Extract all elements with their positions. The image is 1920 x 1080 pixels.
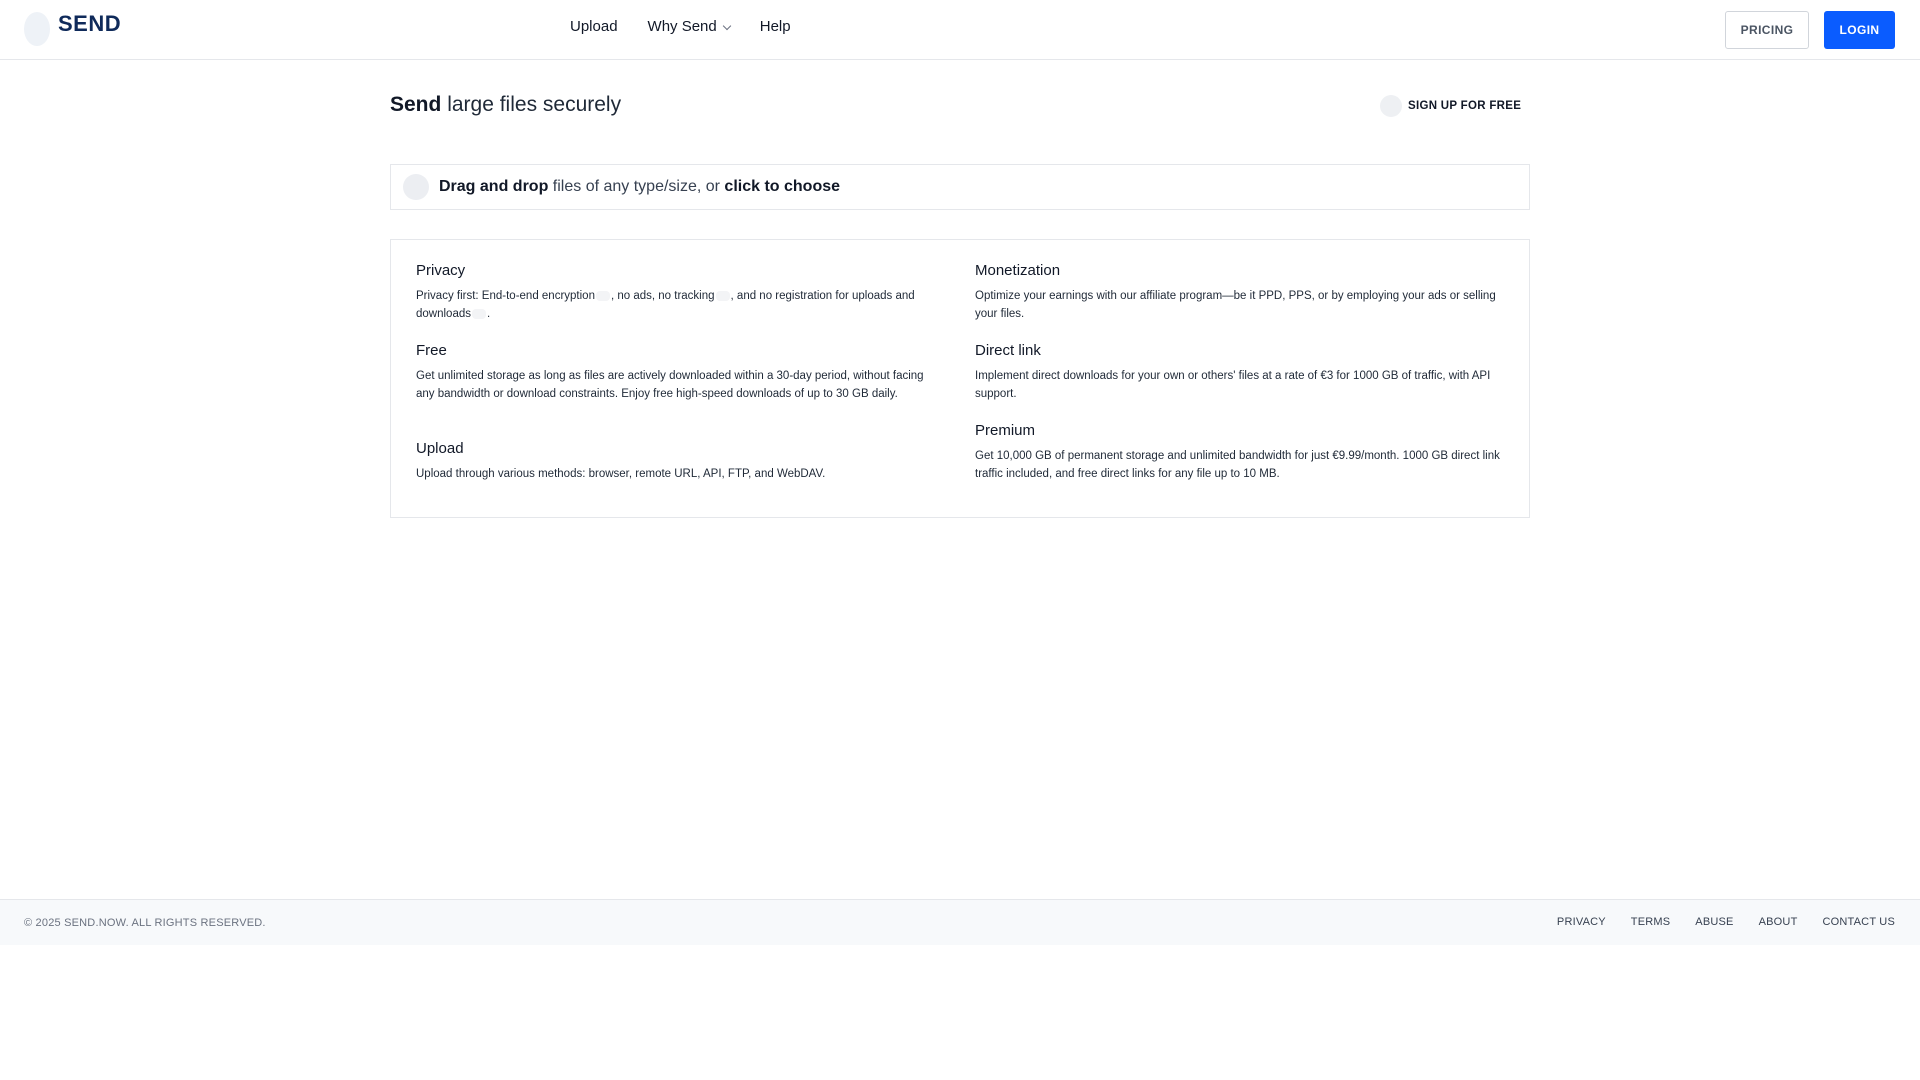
feature-title: Premium — [975, 422, 1036, 439]
user-plus-icon — [1380, 95, 1402, 117]
nav-help-label: Help — [759, 18, 791, 35]
signup-label: SIGN UP FOR FREE — [1408, 100, 1522, 112]
upload-icon — [403, 174, 429, 200]
page-title — [390, 93, 621, 117]
feature-monetization — [975, 262, 1500, 323]
feature-description-part: Privacy first: End-to-end encryption — [416, 290, 595, 302]
footer-links — [1557, 916, 1895, 928]
feature-direct-link — [975, 342, 1500, 403]
feature-title: Direct link — [975, 342, 1041, 359]
footer-link-contact[interactable]: CONTACT US — [1822, 916, 1895, 928]
logo-icon[interactable] — [24, 12, 50, 46]
feature-title: Privacy — [416, 262, 466, 279]
feature-premium — [975, 422, 1500, 483]
nav-upload-label: Upload — [570, 18, 618, 35]
footer — [0, 899, 1920, 945]
copyright-text: © 2025 SEND.NOW. ALL RIGHTS RESERVED. — [24, 917, 266, 929]
top-navbar — [0, 0, 1920, 60]
feature-description: Get unlimited storage as long as files are actively downloaded within a 30-day period, without facing any bandwidth or download constraints. Enjoy free high-speed downloads of up to 30 GB daily. — [416, 370, 924, 400]
pricing-button[interactable]: PRICING — [1725, 11, 1809, 49]
footer-link-abuse[interactable]: ABUSE — [1695, 916, 1734, 928]
feature-description-part: , and no registration for uploads and downloads — [416, 290, 915, 320]
footer-link-about[interactable]: ABOUT — [1758, 916, 1798, 928]
nav-why-send-label: Why Send — [647, 18, 717, 35]
feature-description-part: , no ads, no tracking — [610, 290, 715, 302]
eye-off-icon — [716, 291, 730, 301]
lock-icon — [596, 291, 610, 301]
dropzone-mid-text: files of any type/size, or — [548, 178, 725, 195]
nav-upload[interactable] — [570, 18, 618, 35]
dropzone-choose-text[interactable]: click to choose — [724, 178, 841, 195]
feature-description: Implement direct downloads for your own or others' files at a rate of €3 for 1000 GB of traffic, with API support. — [975, 370, 1491, 400]
feature-description — [416, 287, 941, 323]
feature-title: Upload — [416, 440, 464, 457]
page-title-bold: Send — [390, 93, 442, 116]
logo-text[interactable]: SEND — [58, 11, 122, 36]
dropzone-drag-text: Drag and drop — [439, 178, 549, 195]
footer-link-terms[interactable]: TERMS — [1630, 916, 1671, 928]
login-button[interactable]: LOGIN — [1824, 11, 1895, 49]
features-panel — [390, 239, 1530, 518]
chevron-down-icon — [723, 21, 731, 29]
file-dropzone[interactable] — [390, 164, 1530, 210]
feature-description: Optimize your earnings with our affiliate program—be it PPD, PPS, or by employing your ads or selling your files. — [975, 290, 1496, 320]
feature-privacy — [416, 262, 941, 323]
feature-free — [416, 342, 941, 403]
page-title-rest: large files securely — [447, 93, 622, 116]
feature-upload — [416, 440, 941, 483]
nav-help[interactable] — [760, 18, 791, 35]
signup-link[interactable] — [1380, 95, 1521, 117]
footer-link-privacy[interactable]: PRIVACY — [1556, 916, 1606, 928]
feature-description: Upload through various methods: browser, remote URL, API, FTP, and WebDAV. — [416, 468, 826, 480]
feature-title: Monetization — [975, 262, 1061, 279]
feature-title: Free — [416, 342, 447, 359]
feature-description-part: . — [486, 308, 491, 320]
main-nav — [570, 18, 791, 35]
nav-why-send[interactable] — [648, 18, 730, 35]
feature-description: Get 10,000 GB of permanent storage and unlimited bandwidth for just €9.99/month. 1000 GB direct link traffic included, and free direct links for any file up to 10 MB. — [975, 450, 1500, 480]
download-icon — [472, 309, 486, 319]
dropzone-text — [439, 178, 840, 196]
